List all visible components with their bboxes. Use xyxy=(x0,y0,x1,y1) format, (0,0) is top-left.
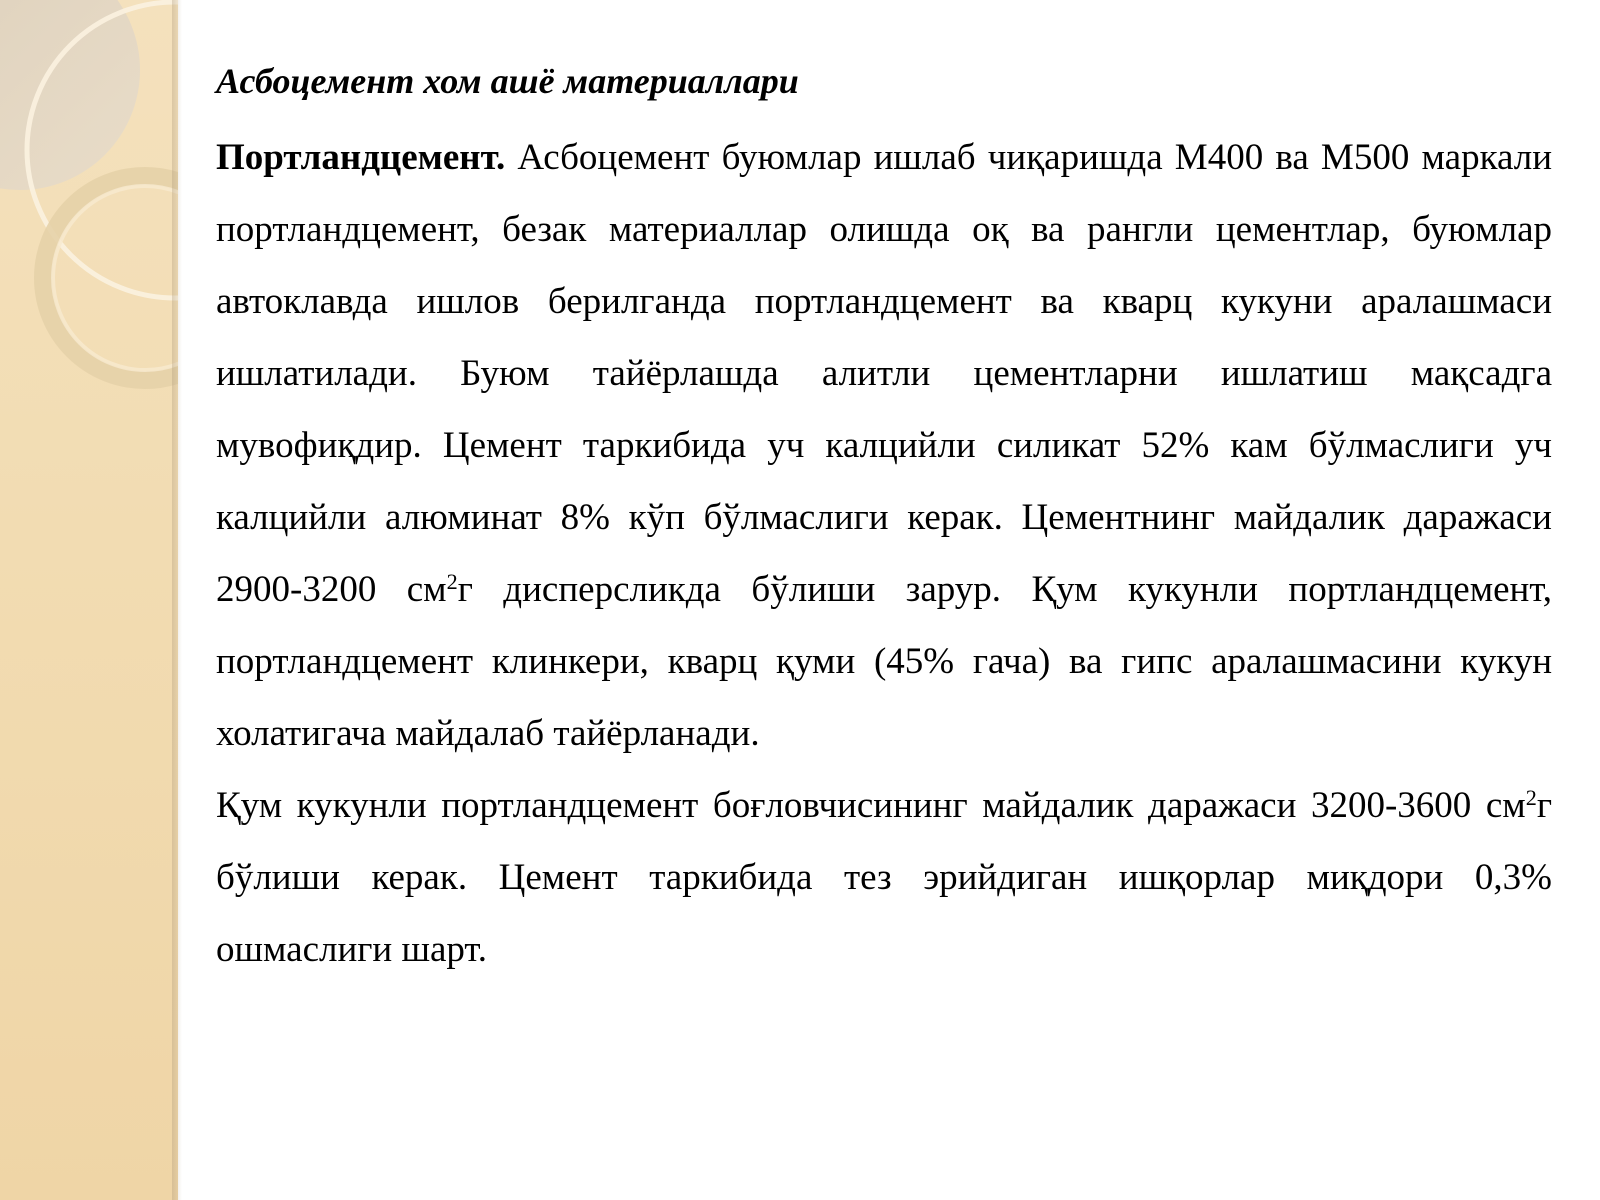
paragraph-2-superscript: 2 xyxy=(1525,784,1537,810)
paragraph-1-lead: Портландцемент. xyxy=(216,137,506,178)
sidebar-shadow xyxy=(172,0,182,1200)
paragraph-2 xyxy=(216,770,1552,986)
paragraph-1-text-a: Асбоцемент буюмлар ишлаб чиқаришда М400 ва М500 маркали портландцемент, безак материаллар олишда оқ ва рангли цементлар, буюмлар автоклавда ишлов берилганда портландцемент ва кварц кукуни аралашмаси ишлатилади. Буюм тайёрлашда алитли цементларни ишлатиш мақсадга мувофиқдир. Цемент таркибида уч калцийли силикат 52% кам бўлмаслиги уч калцийли алюминат 8% кўп бўлмаслиги керак. Цементнинг майдалик даражаси 2900-3200 см xyxy=(216,137,1552,610)
content-area xyxy=(216,52,1552,986)
paragraph-2-text-b: г бўлиши керак. Цемент таркибида тез эрийдиган ишқорлар миқдори 0,3% ошмаслиги шарт. xyxy=(216,785,1552,970)
paragraph-1 xyxy=(216,122,1552,770)
decorative-sidebar xyxy=(0,0,178,1200)
paragraph-1-text-b: г дисперсликда бўлиши зарур. Қум кукунли портландцемент, портландцемент клинкери, кварц қуми (45% гача) ва гипс аралашмасини кукун холатигача майдалаб тайёрланади. xyxy=(216,569,1552,754)
slide-heading: Асбоцемент хом ашё материаллари xyxy=(216,61,799,101)
paragraph-1-superscript: 2 xyxy=(446,568,458,594)
decorative-rings xyxy=(0,0,178,1200)
paragraph-2-text-a: Қум кукунли портландцемент боғловчисининг майдалик даражаси 3200-3600 см xyxy=(216,785,1526,826)
decorative-disc xyxy=(0,0,140,190)
decorative-ring-mid xyxy=(43,176,178,380)
